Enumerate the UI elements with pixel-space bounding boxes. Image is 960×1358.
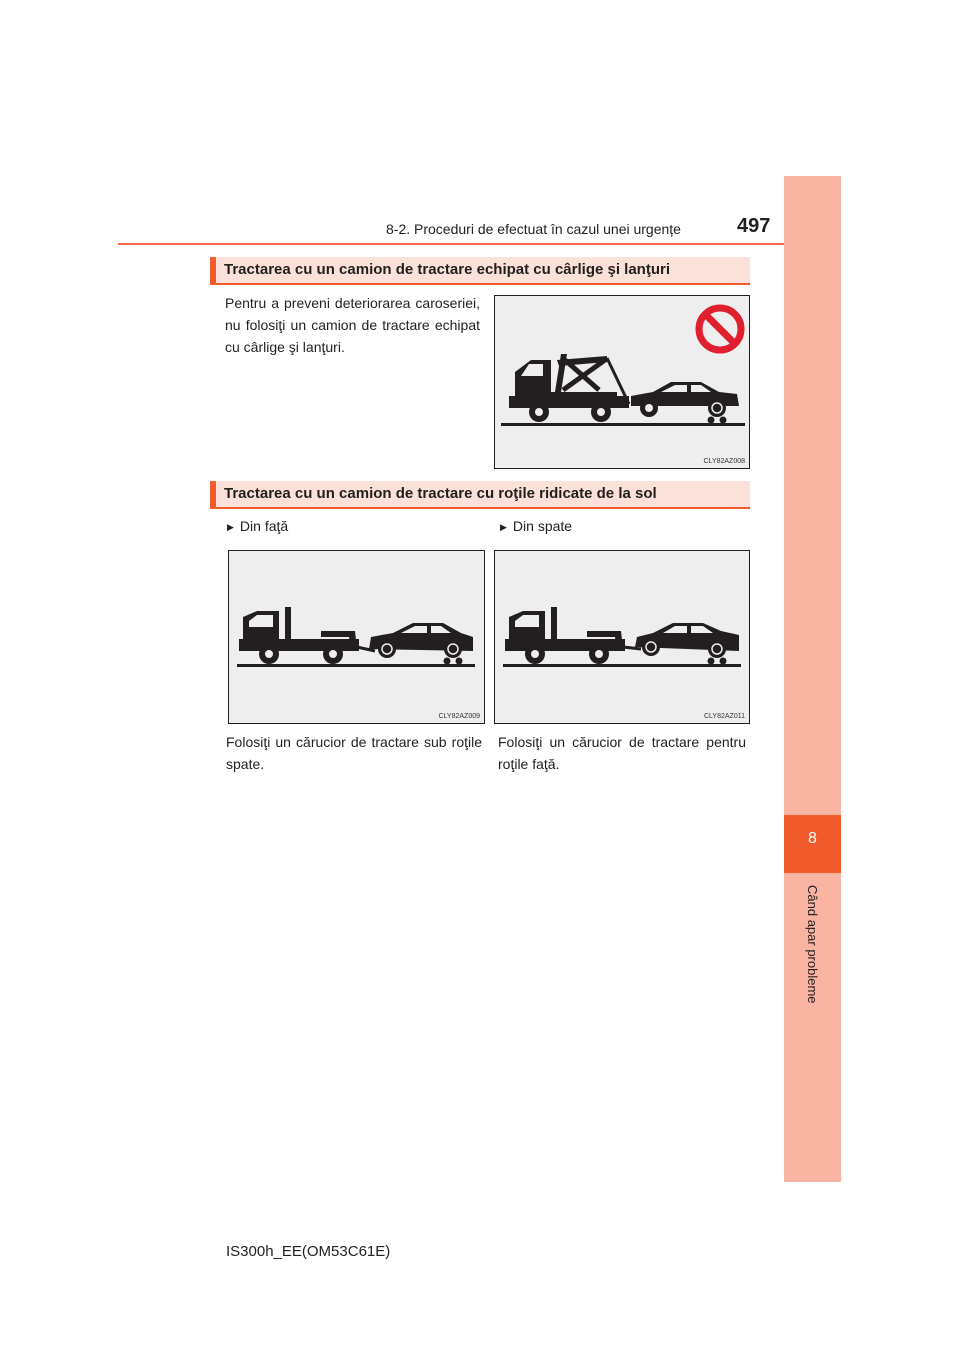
section-heading-bar [210,481,750,509]
triangle-bullet-icon: ▶ [500,522,507,532]
tow-from-front-illustration [229,551,486,725]
triangle-bullet-icon: ▶ [227,522,234,532]
page-number: 497 [737,215,771,237]
subheading-label: Din faţă [239,518,289,534]
figure-code: CLY82AZ011 [704,713,745,720]
subheading-from-front [227,518,288,534]
figure-code: CLY82AZ009 [438,713,480,720]
section-heading-bar [210,257,750,285]
chapter-number: 8 [808,830,817,847]
header-divider [118,243,841,245]
figure-tow-from-rear [494,550,750,724]
hook-chain-truck-illustration [495,296,751,470]
caption-from-rear: Folosiţi un cărucior de tractare pentru roţile faţă. [498,734,746,772]
chapter-label: Când apar probleme [805,885,820,1004]
section1-body-text: Pentru a preveni deteriorarea caroseriei, nu folosiţi un camion de tractare echipat cu cârlige şi lanţuri. [225,295,480,355]
footer-model-code: IS300h_EE(OM53C61E) [226,1243,391,1260]
section-title-hooks-chains: Tractarea cu un camion de tractare echipat cu cârlige şi lanţuri [224,261,671,278]
caption-from-front: Folosiţi un cărucior de tractare sub roţile spate. [226,734,482,772]
tow-from-rear-illustration [495,551,751,725]
subheading-from-rear [500,518,572,534]
subheading-label: Din spate [512,518,573,534]
chapter-side-tab [784,176,841,1182]
figure-tow-from-front [228,550,485,724]
header-section-title: 8-2. Proceduri de efectuat în cazul unei urgențe [386,221,681,237]
section-title-wheel-lift: Tractarea cu un camion de tractare cu roţile ridicate de la sol [224,485,657,502]
figure-code: CLY82AZ008 [703,458,745,465]
figure-hook-chain-truck [494,295,750,469]
